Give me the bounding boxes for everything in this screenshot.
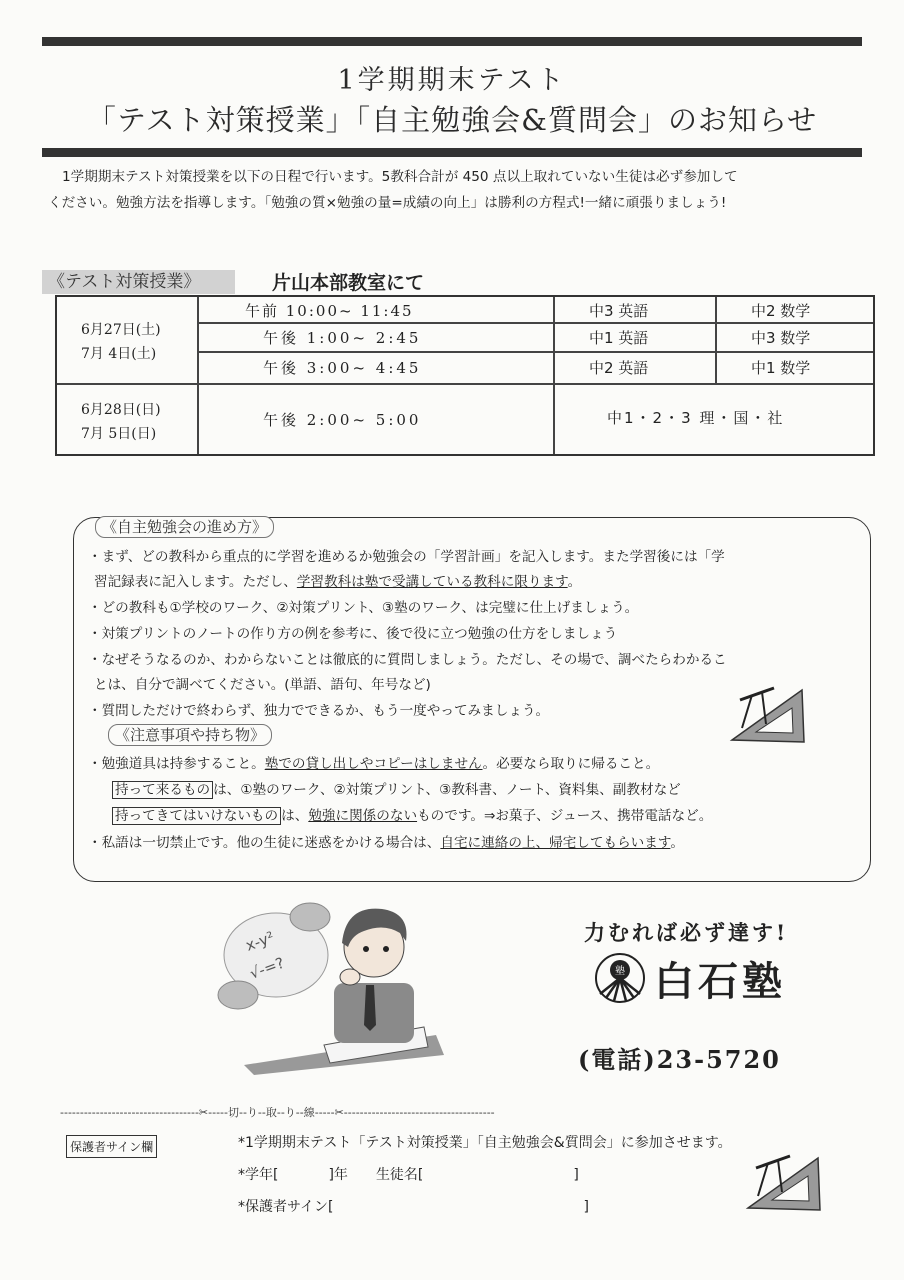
bottom-rule: [42, 148, 862, 157]
rule-emphasis: 学習教科は塾で受講している教科に限ります: [296, 574, 568, 590]
phone-number: (電話)23-5720: [578, 1045, 781, 1074]
nobring-label-box: 持ってきてはいけないもの: [112, 807, 281, 825]
subject-cell: 中3 数学: [751, 329, 811, 347]
note-text: ・私語は一切禁止です。他の生徒に迷惑をかける場合は、: [88, 835, 441, 851]
intro-line: 1学期期末テスト対策授業を以下の日程で行います。5教科合計が 450 点以上取れていない生徒は必ず参加して: [62, 169, 738, 185]
page-title: 1学期期末テスト: [337, 65, 567, 96]
rule-line: [88, 622, 617, 642]
note-emphasis: 塾での貸し出しやコピーはしません: [264, 756, 483, 772]
note-line: [88, 752, 659, 772]
note-line: [112, 804, 712, 824]
note-text: ・勉強道具は持参すること。: [88, 756, 265, 772]
self-study-label: 《自主勉強会の進め方》: [95, 516, 274, 538]
parent-sign-label: *保護者サイン[: [238, 1199, 334, 1215]
note-line: [112, 778, 681, 798]
signature-parent-line: [238, 1196, 589, 1216]
time-cell: 午後 3:00~ 4:45: [263, 359, 422, 377]
school-emblem-icon: [594, 952, 646, 1004]
thinking-student-illustration: [214, 895, 450, 1075]
rule-line: [88, 699, 549, 719]
grade-label: *学年[: [238, 1167, 279, 1183]
subject-cell: 中2 英語: [589, 359, 649, 377]
rule-line: [94, 570, 581, 590]
subject-cell: 中1 数学: [751, 359, 811, 377]
rule-text: ・質問しただけで終わらず、独力でできるか、もう一度やってみましょう。: [88, 703, 550, 719]
notes-label: 《注意事項や持ち物》: [108, 724, 272, 746]
slogan: 力むれば必ず達す!: [584, 920, 789, 945]
subject-cell: 中1 英語: [589, 329, 649, 347]
ruler-compass-icon: [722, 680, 812, 750]
rule-line: [88, 648, 727, 668]
date-cell: 6月28日(日): [81, 402, 161, 418]
table-divider: [197, 322, 873, 324]
note-text: 。必要なら取りに帰ること。: [482, 756, 660, 772]
bubble-formula: √-=?: [247, 953, 287, 983]
note-text: ものです。⇒お菓子、ジュース、携帯電話など。: [417, 808, 713, 824]
note-text: 。: [670, 835, 684, 851]
time-cell: 午後 2:00~ 5:00: [263, 411, 422, 429]
intro-text: [48, 164, 868, 216]
rule-text: ・まず、どの教科から重点的に学習を進めるか勉強会の「学習計画」を記入します。また学習後には「学: [88, 549, 725, 565]
bring-label-box: 持って来るもの: [112, 781, 213, 799]
date-cell: 7月 5日(日): [81, 426, 157, 442]
subject-cell: 中2 数学: [751, 302, 811, 320]
signature-consent-line: *1学期期末テスト「テスト対策授業」「自主勉強会&質問会」に参加させます。: [238, 1135, 732, 1151]
rule-text: ・対策プリントのノートの作り方の例を参考に、後で役に立つ勉強の仕方をしましょう: [88, 626, 618, 642]
date-cell: 7月 4日(土): [81, 346, 157, 362]
ruler-compass-icon: [738, 1148, 828, 1218]
grade-unit: ]年: [328, 1167, 348, 1183]
rule-text: 習記録表に記入します。ただし、: [94, 574, 297, 590]
top-rule: [42, 37, 862, 46]
table-divider: [715, 297, 717, 384]
table-divider: [57, 383, 873, 385]
schedule-table: [55, 295, 875, 456]
table-divider: [197, 297, 199, 454]
bracket: ]: [573, 1167, 579, 1183]
subject-cell: 中3 英語: [589, 302, 649, 320]
school-name: 白石塾: [654, 958, 786, 1005]
bracket: ]: [583, 1199, 589, 1215]
rule-line: [88, 596, 638, 616]
page-subtitle: 「テスト対策授業」「自主勉強会&質問会」のお知らせ: [86, 103, 818, 137]
parent-signature-label: 保護者サイン欄: [66, 1135, 157, 1158]
rule-text: ・なぜそうなるのか、わからないことは徹底的に質問しましょう。ただし、その場で、調べたらわかるこ: [88, 652, 727, 668]
rule-text: 。: [567, 574, 582, 590]
table-divider: [553, 297, 555, 384]
intro-line: ください。勉強方法を指導します。「勉強の質×勉強の量=成績の向上」は勝利の方程式!一緒に頑張りましょう!: [48, 195, 727, 211]
schedule-label: 《テスト対策授業》: [42, 270, 235, 294]
date-cell: 6月27日(土): [81, 322, 161, 338]
table-divider: [197, 351, 873, 353]
cut-line: -----------------------------------✂-----切--り--取--り--線-----✂--------------------------------------: [60, 1106, 495, 1119]
rule-text: ・どの教科も①学校のワーク、②対策プリント、③塾のワーク、は完璧に仕上げましょう。: [88, 600, 639, 616]
rule-line: [88, 545, 725, 565]
bubble-formula: x-y²: [243, 927, 277, 955]
note-emphasis: 勉強に関係のない: [308, 808, 418, 824]
student-name-label: 生徒名[: [375, 1167, 424, 1183]
note-emphasis: 自宅に連絡の上、帰宅してもらいます: [440, 835, 671, 851]
rule-text: とは、自分で調べてください。(単語、語句、年号など): [94, 677, 431, 693]
note-text: は、①塾のワーク、②対策プリント、③教科書、ノート、資料集、副教材など: [213, 782, 681, 798]
venue-label: 片山本部教室にて: [272, 272, 425, 294]
time-cell: 午後 1:00~ 2:45: [263, 329, 422, 347]
table-divider: [553, 384, 555, 454]
subject-cell: 中1・2・3 理・国・社: [607, 409, 785, 427]
emblem-text: 塾: [615, 966, 625, 977]
signature-grade-line: [238, 1164, 579, 1184]
note-line: [88, 831, 684, 851]
note-text: は、: [281, 808, 309, 824]
rule-line: [94, 673, 431, 693]
time-cell: 午前 10:00~ 11:45: [245, 302, 414, 320]
